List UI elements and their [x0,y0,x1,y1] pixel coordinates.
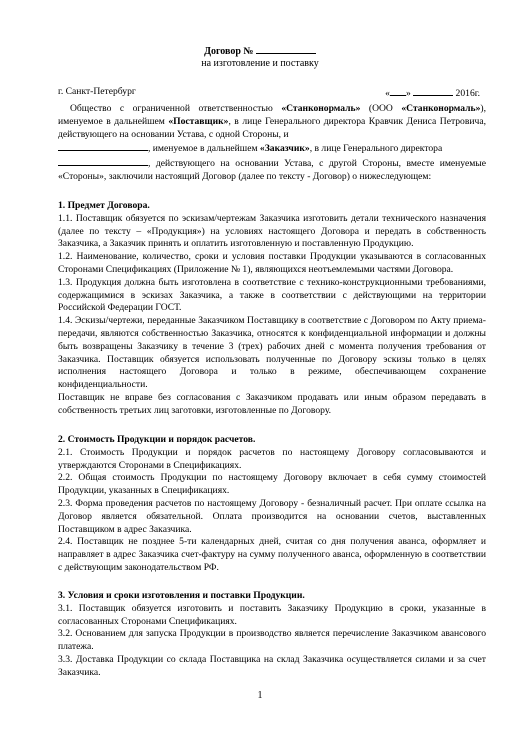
supplier-name: «Станконормаль» [401,103,481,114]
section-heading: 3. Условия и сроки изготовления и поставки Продукции. [58,590,305,601]
intro-line-3 [58,156,486,184]
section-heading: 2. Стоимость Продукции и порядок расчетов. [58,434,256,445]
date-quote-close: » [405,88,411,99]
clause: 1.4. Эскизы/чертежи, переданные Заказчиком Поставщику в соответствие с Договором по Акту приема-передачи, являются собственностью Заказчика, относятся к конфиденциальной информации и должны быть возвращены Заказчику в течение 3 (трех) рабочих дней с момента получения требования от Заказчика. Поставщик обязуется использовать полученные по Договору эскизы только в целях исполнения настоящего Договора и только в режиме, обеспечивающем сохранение конфиденциальности. [58,315,486,391]
intro-line-2 [58,141,486,156]
intro-text: , в лице Генерального директора [309,143,443,155]
date-quote-open: « [385,88,390,99]
contract-date [385,86,480,101]
clause: 3.1. Поставщик обязуется изготовить и поставить Заказчику Продукцию в сроки, указанные в согласованных Сторонами Спецификациях. [58,602,486,627]
intro-text: (ООО [360,103,402,114]
clause: 1.3. Продукция должна быть изготовлена в соответствие с технико-конструкционными требованиями, содержащимися в эскизах Заказчика, а также в соответствии с действующими на территории Российской Федерации ГОСТ. [58,276,486,314]
supplier-name: «Станконормаль» [281,103,361,114]
section-2 [58,434,486,575]
contract-title [0,44,520,58]
year: 2016г. [455,88,480,99]
city: г. Санкт-Петербург [58,86,136,97]
contract-subtitle: на изготовление и поставку [201,58,319,69]
clause: Поставщик не вправе без согласования с Заказчиком продавать или иным образом передавать в собственность третьих лиц заготовки, изготовленные по Договору. [58,391,486,416]
month-blank [413,86,453,96]
clause: 2.3. Форма проведения расчетов по настоящему Договору - безналичный расчет. При оплате ссылка на Договор является обязательной. Оплата производится на основании счетов, выставленных Поставщиком в адрес Заказчика. [58,497,486,535]
clause: 3.2. Основанием для запуска Продукции в производство является перечисление Заказчиком авансового платежа. [58,628,486,653]
intro-text: , именуемое в дальнейшем [148,143,260,155]
section-1 [58,200,486,418]
page-number: 1 [257,690,263,701]
clause: 2.4. Поставщик не позднее 5-ти календарных дней, считая со дня получения аванса, оформляет и направляет в адрес Заказчика счет-фактуру на сумму полученного аванса, оформленную в соответствии с действующим законодательством РФ. [58,536,486,573]
director-name-blank [58,156,148,166]
customer-name-blank [58,141,148,151]
section-heading: 1. Предмет Договора. [58,200,150,211]
clause: 3.3. Доставка Продукции со склада Поставщика на склад Заказчика осуществляется силами и за счет Заказчика. [58,653,486,678]
intro-text: , в лице Генерального директора Кравчик Дениса Петровича, действующего на основании Устава, с одной Стороны, и [58,115,487,140]
intro-paragraph [58,103,486,184]
intro-text: , действующего на основании Устава, с другой Стороны, вместе именуемые «Стороны», заключили настоящий Договор (далее по тексту - Договор) о нижеследующем: [58,158,486,182]
contract-number-blank [256,44,316,54]
title-text: Договор № [204,46,254,57]
section-3 [58,590,486,680]
intro-text: ), именуемое в дальнейшем [58,103,487,127]
clause: 1.1. Поставщик обязуется по эскизам/чертежам Заказчика изготовить детали технического назначения (далее по тексту – «Продукция») на условиях настоящего Договора и передать в собственность Заказчика, а Заказчик принять и оплатить изготовленную и поставленную Продукцию. [58,212,486,250]
customer-role: «Заказчик» [259,143,310,155]
day-blank [390,86,406,96]
supplier-role: «Поставщик» [168,115,229,127]
city-date-line [58,86,486,99]
clause: 2.2. Общая стоимость Продукции по настоящему Договору включает в себя сумму стоимостей Продукции, указанных в Спецификациях. [58,472,486,497]
clause: 2.1. Стоимость Продукции и порядок расчетов по настоящему Договору согласовываются и утверждаются Сторонами в Спецификациях. [58,446,486,471]
clause: 1.2. Наименование, количество, сроки и условия поставки Продукции указываются в согласованных Сторонами Спецификациях (Приложение № 1), являющихся неотъемлемыми частями Договора. [58,251,486,275]
intro-text: Общество с ограниченной ответственностью [70,103,282,114]
intro-line-1 [58,103,486,141]
